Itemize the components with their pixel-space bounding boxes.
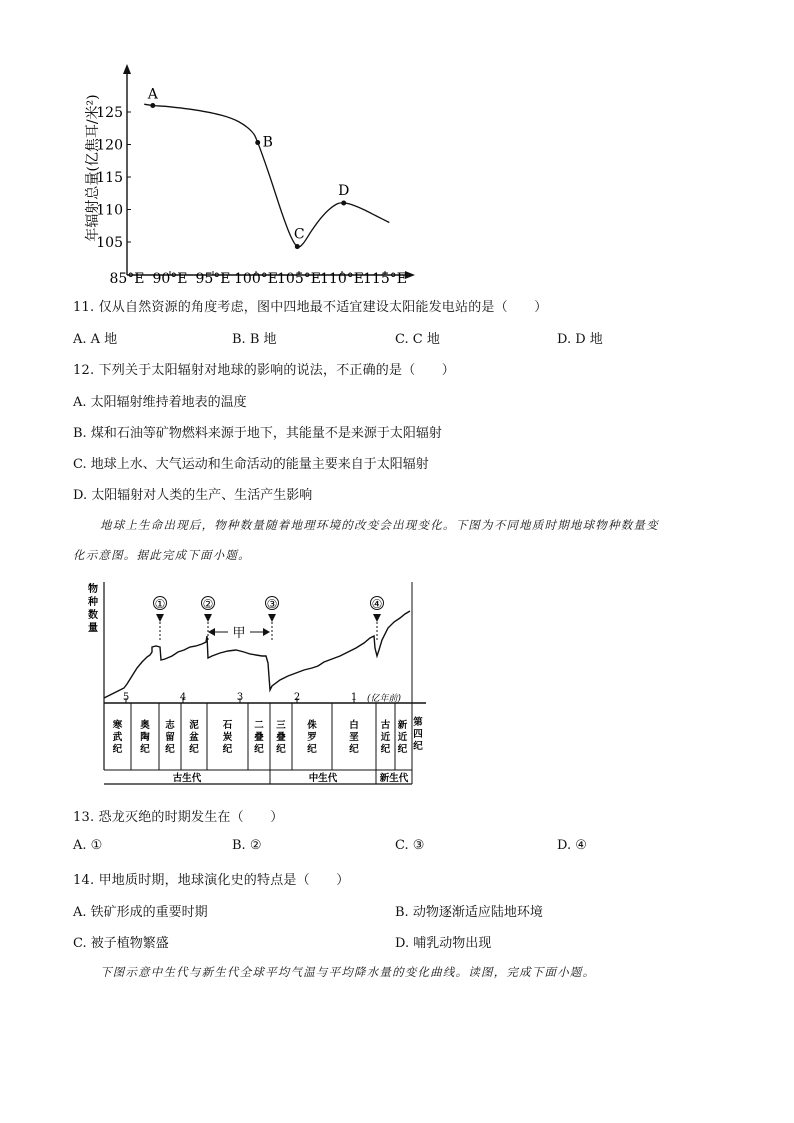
marker-triangle <box>268 614 276 622</box>
period-label-char: 留 <box>165 732 175 743</box>
jia-arrow-left <box>208 628 215 636</box>
period-label-char: 纪 <box>189 744 199 755</box>
y-axis-label: 年辐射总量(亿焦耳/米²) <box>85 94 101 242</box>
time-tick-label: 4 <box>179 692 187 703</box>
period-label-char: 叠 <box>254 732 264 743</box>
q11-option-c[interactable]: C. C 地 <box>395 332 440 347</box>
period-label-char: 寒 <box>112 720 123 731</box>
x-tick-label: 90°E <box>152 271 188 287</box>
point-label-a: A <box>147 86 158 103</box>
period-label-char: 纪 <box>307 744 317 755</box>
period-label-char: 陶 <box>140 732 150 743</box>
x-tick-label: 95°E <box>195 271 231 287</box>
point-b <box>255 140 260 145</box>
period-label-char: 第 <box>413 717 423 728</box>
point-c <box>295 244 300 249</box>
y-tick-label: 115 <box>96 170 123 186</box>
period-label-char: 侏 <box>307 720 317 731</box>
period-label-char: 武 <box>112 732 123 743</box>
x-tick-label: 110°E <box>320 271 364 287</box>
q12-option-b[interactable]: B. 煤和石油等矿物燃料来源于地下，其能量不是来源于太阳辐射 <box>73 426 442 441</box>
time-tick-label: 5 <box>122 692 130 703</box>
q14-option-b[interactable]: B. 动物逐渐适应陆地环境 <box>395 905 543 920</box>
q12-stem: 12. 下列关于太阳辐射对地球的影响的说法，不正确的是（ ） <box>73 363 456 378</box>
period-label-char: 罗 <box>307 732 317 743</box>
era-label: 新生代 <box>379 773 409 784</box>
intro-species-line1: 地球上生命出现后，物种数量随着地理环境的改变会出现变化。下图为不同地质时期地球物种数量变 <box>100 518 659 532</box>
marker-label: ④ <box>371 597 383 611</box>
period-label-char: 纪 <box>380 744 391 755</box>
period-label-char: 纪 <box>165 744 175 755</box>
period-label-char: 近 <box>380 732 391 743</box>
period-label-char: 三 <box>276 720 286 731</box>
q11-stem: 11. 仅从自然资源的角度考虑，图中四地最不适宜建设太阳能发电站的是（ ） <box>73 300 548 315</box>
y-tick-label: 120 <box>96 137 123 154</box>
intro-climate: 下图示意中生代与新生代全球平均气温与平均降水量的变化曲线。读图，完成下面小题。 <box>100 965 596 979</box>
y-tick-label: 110 <box>96 202 123 219</box>
species-y-label-char: 量 <box>88 623 98 634</box>
q12-option-d[interactable]: D. 太阳辐射对人类的生产、生活产生影响 <box>73 488 313 503</box>
intro-species-line2: 化示意图。据此完成下面小题。 <box>73 548 251 562</box>
species-y-label-char: 物 <box>88 584 98 595</box>
radiation-chart <box>60 60 420 290</box>
period-label-char: 纪 <box>140 744 150 755</box>
point-label-c: C <box>293 226 305 243</box>
q11-option-d[interactable]: D. D 地 <box>557 332 603 347</box>
marker-label: ③ <box>266 597 278 611</box>
marker-triangle <box>204 614 212 622</box>
period-label-char: 二 <box>254 720 264 731</box>
time-unit-label: (亿年前) <box>366 694 402 704</box>
period-label-char: 近 <box>397 732 408 743</box>
period-label-char: 纪 <box>254 744 264 755</box>
q11-option-a[interactable]: A. A 地 <box>73 332 118 347</box>
period-label-char: 叠 <box>276 732 286 743</box>
q12-option-a[interactable]: A. 太阳辐射维持着地表的温度 <box>73 395 247 410</box>
species-chart <box>80 576 440 788</box>
marker-label: ② <box>202 597 214 611</box>
x-tick-label: 105°E <box>277 271 321 287</box>
marker-triangle <box>156 614 164 622</box>
time-tick-label: 1 <box>350 692 358 703</box>
period-label-char: 纪 <box>349 744 359 755</box>
jia-arrow-right <box>263 628 270 636</box>
period-label-char: 垩 <box>349 732 359 743</box>
q13-option-b[interactable]: B. ② <box>232 838 262 853</box>
q13-option-c[interactable]: C. ③ <box>395 838 425 853</box>
q14-stem: 14. 甲地质时期，地球演化史的特点是（ ） <box>73 873 350 888</box>
point-label-d: D <box>338 183 350 199</box>
period-label-char: 四 <box>413 729 423 740</box>
y-axis-arrow <box>123 64 131 74</box>
time-tick-label: 2 <box>293 692 301 703</box>
jia-label: 甲 <box>232 626 246 641</box>
y-tick-label: 125 <box>96 105 123 121</box>
species-y-label-char: 数 <box>88 610 98 621</box>
period-label-char: 盆 <box>189 732 199 743</box>
era-label: 古生代 <box>172 773 202 784</box>
q14-option-d[interactable]: D. 哺乳动物出现 <box>395 936 492 951</box>
q13-stem: 13. 恐龙灭绝的时期发生在（ ） <box>73 810 284 825</box>
point-label-b: B <box>262 134 273 151</box>
period-label-char: 纪 <box>397 744 408 755</box>
q11-option-b[interactable]: B. B 地 <box>232 332 277 347</box>
point-a <box>150 103 155 108</box>
period-label-char: 志 <box>165 720 175 731</box>
period-label-char: 纪 <box>112 744 123 755</box>
species-y-label <box>87 582 98 634</box>
q14-option-c[interactable]: C. 被子植物繁盛 <box>73 936 169 951</box>
period-label-char: 泥 <box>189 720 199 731</box>
point-d <box>341 201 346 206</box>
marker-label: ① <box>154 597 166 611</box>
q13-option-a[interactable]: A. ① <box>73 838 103 853</box>
q12-option-c[interactable]: C. 地球上水、大气运动和生命活动的能量主要来自于太阳辐射 <box>73 457 429 472</box>
period-label-char: 石 <box>222 720 233 731</box>
x-tick-label: 115°E <box>363 271 407 287</box>
marker-triangle <box>373 614 381 622</box>
y-tick-label: 105 <box>96 235 123 251</box>
era-label: 中生代 <box>308 773 338 784</box>
x-tick-label: 100°E <box>234 271 278 287</box>
period-label-char: 纪 <box>413 741 423 752</box>
x-tick-label: 85°E <box>109 271 145 287</box>
period-label-char: 奥 <box>140 720 150 731</box>
period-label-char: 新 <box>397 720 408 731</box>
q13-option-d[interactable]: D. ④ <box>557 838 587 853</box>
species-y-label-char: 种 <box>88 597 98 608</box>
period-label-char: 古 <box>380 720 391 731</box>
period-label-char: 纪 <box>222 744 233 755</box>
q14-option-a[interactable]: A. 铁矿形成的重要时期 <box>73 905 208 920</box>
period-label-char: 炭 <box>222 732 233 743</box>
species-curve <box>104 611 410 698</box>
period-label-char: 白 <box>349 720 359 731</box>
radiation-curve <box>144 104 389 247</box>
time-tick-label: 3 <box>236 692 244 703</box>
period-label-char: 纪 <box>276 744 286 755</box>
